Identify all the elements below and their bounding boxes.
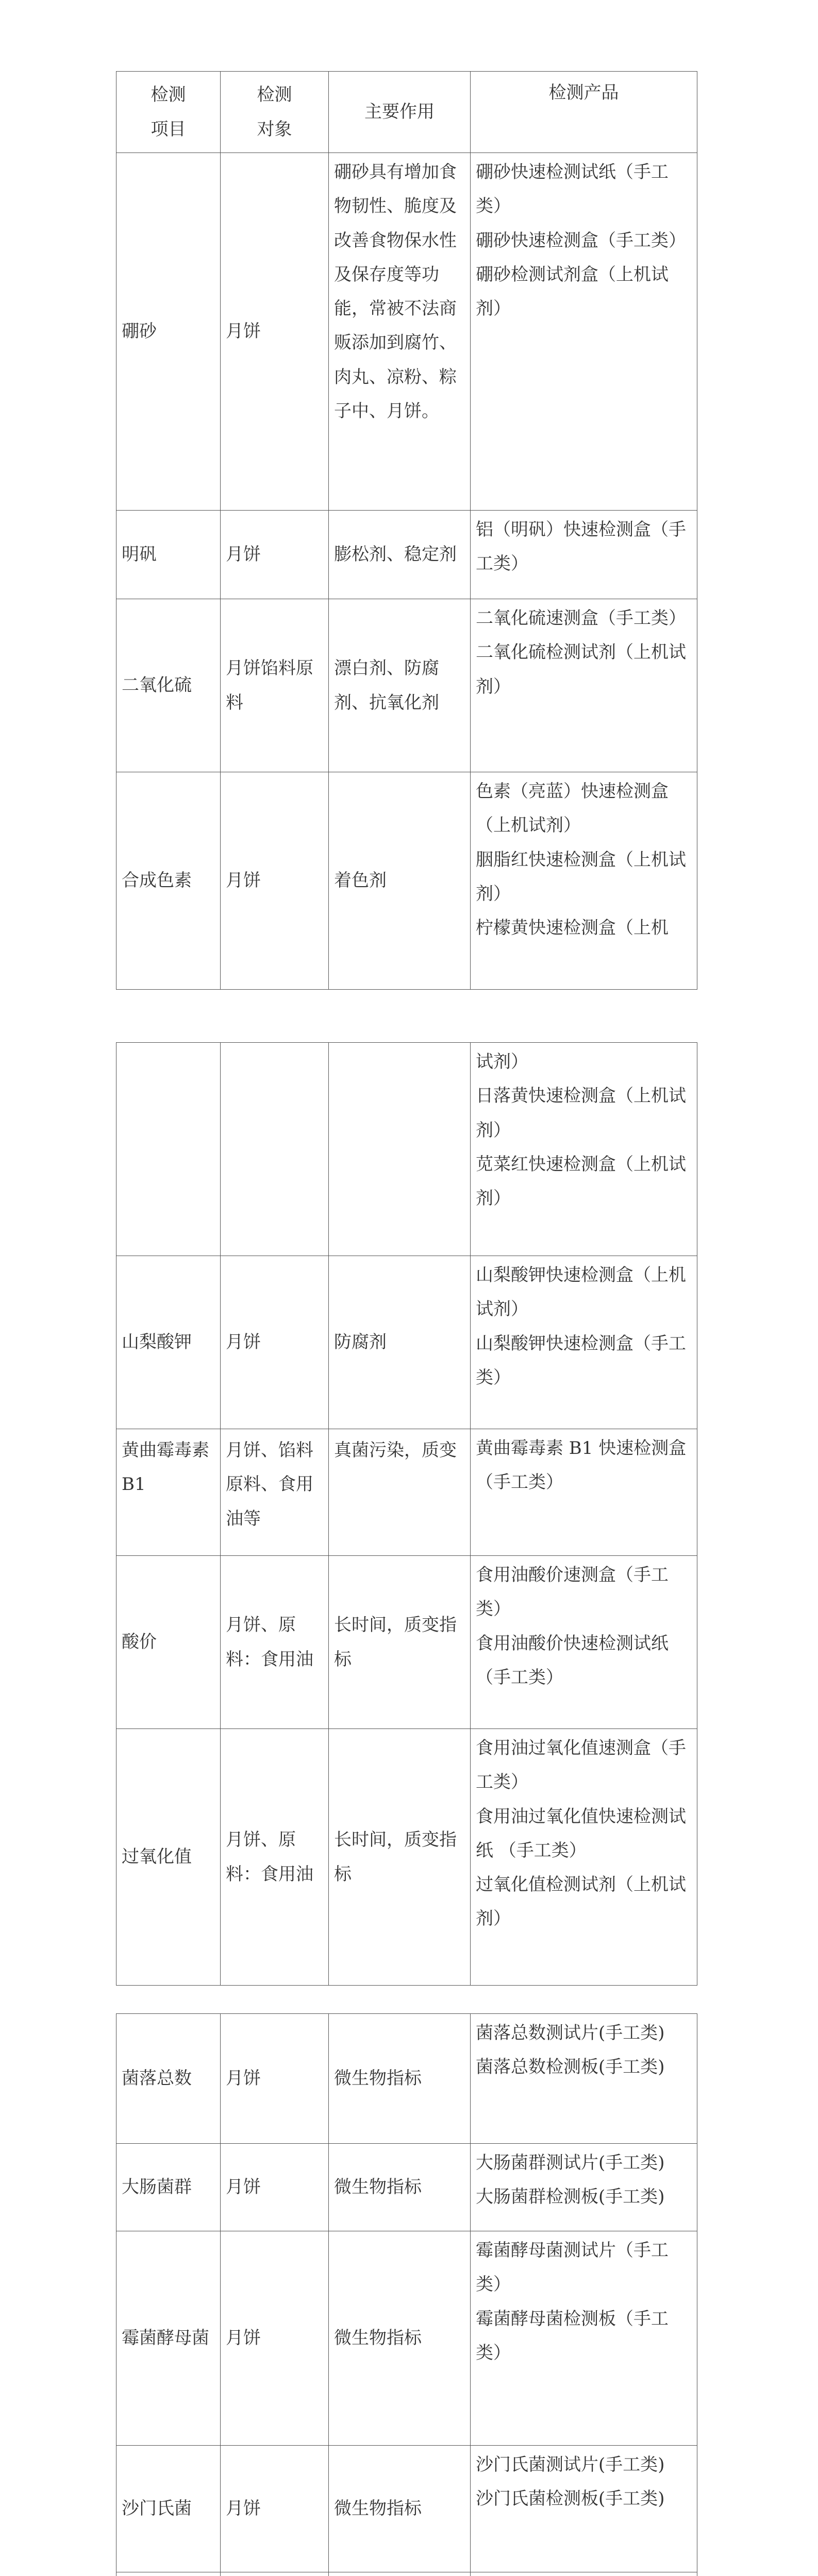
cell-object: 月饼、原料：食用油 [221, 1556, 329, 1729]
table-row [116, 1556, 697, 1729]
cell-products [471, 511, 697, 599]
table-row [116, 153, 697, 511]
cell-object: 月饼 [221, 772, 329, 990]
cell-object: 月饼 [221, 2446, 329, 2572]
cell-effect: 微生物指标 [329, 2231, 471, 2446]
cell-products [471, 2446, 697, 2572]
cell-object [221, 1043, 329, 1256]
detection-table-part-2 [116, 1042, 697, 1986]
cell-products [471, 2014, 697, 2144]
cell-item: 合成色素 [116, 772, 221, 990]
cell-item: 黄曲霉毒素 B1 [116, 1429, 221, 1556]
cell-item: 过氧化值 [116, 1729, 221, 1986]
header-row [116, 72, 697, 153]
cell-effect: 膨松剂、稳定剂 [329, 511, 471, 599]
cell-object: 月饼、原料：食用油 [221, 1729, 329, 1986]
product-line: 大肠菌群测试片(手工类) [476, 2153, 665, 2173]
table-block-3 [116, 2013, 697, 2576]
cell-effect: 硼砂具有增加食物韧性、脆度及改善食物保水性及保存度等功能，常被不法商贩添加到腐竹、肉丸、凉粉、粽子中、月饼。 [329, 153, 471, 511]
cell-effect: 微生物指标 [329, 2014, 471, 2144]
table-row [116, 2446, 697, 2572]
product-line: 菌落总数检测板(手工类) [476, 2057, 665, 2078]
header-effect: 主要作用 [329, 72, 471, 153]
cell-products [471, 153, 697, 511]
cell-products [471, 599, 697, 772]
cell-item: 二氧化硫 [116, 599, 221, 772]
table-row [116, 2014, 697, 2144]
cell-effect: 微生物指标 [329, 2446, 471, 2572]
cell-object: 月饼 [221, 2231, 329, 2446]
table-block-2 [116, 1042, 697, 1986]
product-line: 沙门氏菌检测板(手工类) [476, 2488, 665, 2510]
cell-products [471, 2144, 697, 2231]
cell-object: 月饼馅料原料 [221, 599, 329, 772]
cell-item [116, 2572, 221, 2576]
cell-products [471, 1043, 697, 1256]
table-row [116, 1729, 697, 1986]
product-line: 铝（明矾）快速检测盒（手工类） [476, 519, 686, 574]
table-row [116, 2231, 697, 2446]
cell-products [471, 1556, 697, 1729]
detection-table-part-3 [116, 2013, 697, 2576]
cell-products [471, 772, 697, 990]
cell-object: 月饼、馅料原料、食用油等 [221, 1429, 329, 1556]
cell-item: 山梨酸钾 [116, 1256, 221, 1429]
table-row [116, 1429, 697, 1556]
product-line: 山梨酸钾快速检测盒（上机试剂） [476, 1265, 686, 1320]
cell-item [116, 1043, 221, 1256]
cell-item: 大肠菌群 [116, 2144, 221, 2231]
header-products: 检测产品 [471, 72, 697, 153]
table-row [116, 599, 697, 772]
table-row [116, 772, 697, 990]
product-line: 过氧化值检测试剂（上机试剂） [476, 1874, 686, 1929]
product-line: 菌落总数测试片(手工类) [476, 2023, 665, 2043]
table-block-1 [116, 71, 697, 990]
cell-effect: 着色剂 [329, 772, 471, 990]
product-line: 食用油过氧化值速测盒（手工类） [476, 1738, 686, 1793]
cell-effect [329, 2572, 471, 2576]
product-line: 沙门氏菌测试片(手工类) [476, 2454, 665, 2475]
product-line: 食用油酸价快速检测试纸（手工类） [476, 1633, 669, 1688]
table-row [116, 2572, 697, 2576]
cell-products [471, 1729, 697, 1986]
cell-object: 月饼 [221, 511, 329, 599]
product-line: 食用油过氧化值快速检测试纸 （手工类） [476, 1806, 686, 1861]
cell-effect [329, 1043, 471, 1256]
product-line: 食用油酸价速测盒（手工类） [476, 1565, 669, 1620]
cell-object: 月饼 [221, 153, 329, 511]
detection-table-part-1 [116, 71, 697, 990]
product-line: 二氧化硫检测试剂（上机试剂） [476, 642, 686, 697]
cell-object: 月饼 [221, 2014, 329, 2144]
cell-effect: 防腐剂 [329, 1256, 471, 1429]
product-line: 试剂） [476, 1052, 528, 1072]
cell-item: 硼砂 [116, 153, 221, 511]
product-line: 霉菌酵母菌检测板（手工类） [476, 2308, 669, 2363]
cell-item: 霉菌酵母菌 [116, 2231, 221, 2446]
product-line: 山梨酸钾快速检测盒（手工类） [476, 1333, 686, 1388]
cell-products [471, 1429, 697, 1556]
product-line: 二氧化硫速测盒（手工类） [476, 608, 686, 629]
cell-item: 菌落总数 [116, 2014, 221, 2144]
product-line: 日落黄快速检测盒（上机试剂） [476, 1086, 686, 1141]
product-line: 霉菌酵母菌测试片（手工类） [476, 2240, 669, 2295]
cell-effect: 真菌污染，质变 [329, 1429, 471, 1556]
cell-item: 沙门氏菌 [116, 2446, 221, 2572]
cell-item: 明矾 [116, 511, 221, 599]
table-row [116, 511, 697, 599]
cell-item: 酸价 [116, 1556, 221, 1729]
cell-products [471, 2231, 697, 2446]
product-line: 大肠菌群检测板(手工类) [476, 2187, 665, 2208]
table-row [116, 1256, 697, 1429]
product-line: 柠檬黄快速检测盒（上机 [476, 918, 669, 939]
cell-effect: 漂白剂、防腐剂、抗氧化剂 [329, 599, 471, 772]
cell-products [471, 1256, 697, 1429]
table-row [116, 2144, 697, 2231]
product-line: 硼砂快速检测试纸（手工类） [476, 162, 669, 217]
cell-effect: 长时间，质变指标 [329, 1729, 471, 1986]
header-object: 检测 对象 [221, 72, 329, 153]
product-line: 胭脂红快速检测盒（上机试剂） [476, 849, 686, 904]
cell-effect: 微生物指标 [329, 2144, 471, 2231]
cell-object: 月饼 [221, 2144, 329, 2231]
product-line: 色素（亮蓝）快速检测盒（上机试剂） [476, 781, 669, 836]
cell-object: 月饼 [221, 1256, 329, 1429]
product-line: 黄曲霉毒素 B1 快速检测盒（手工类） [476, 1438, 687, 1493]
table-row [116, 1043, 697, 1256]
product-line: 硼砂检测试剂盒（上机试剂） [476, 264, 669, 319]
cell-products [471, 2572, 697, 2576]
cell-effect: 长时间，质变指标 [329, 1556, 471, 1729]
product-line: 苋菜红快速检测盒（上机试剂） [476, 1154, 686, 1209]
product-line: 硼砂快速检测盒（手工类） [476, 230, 686, 251]
header-item: 检测 项目 [116, 72, 221, 153]
cell-object [221, 2572, 329, 2576]
